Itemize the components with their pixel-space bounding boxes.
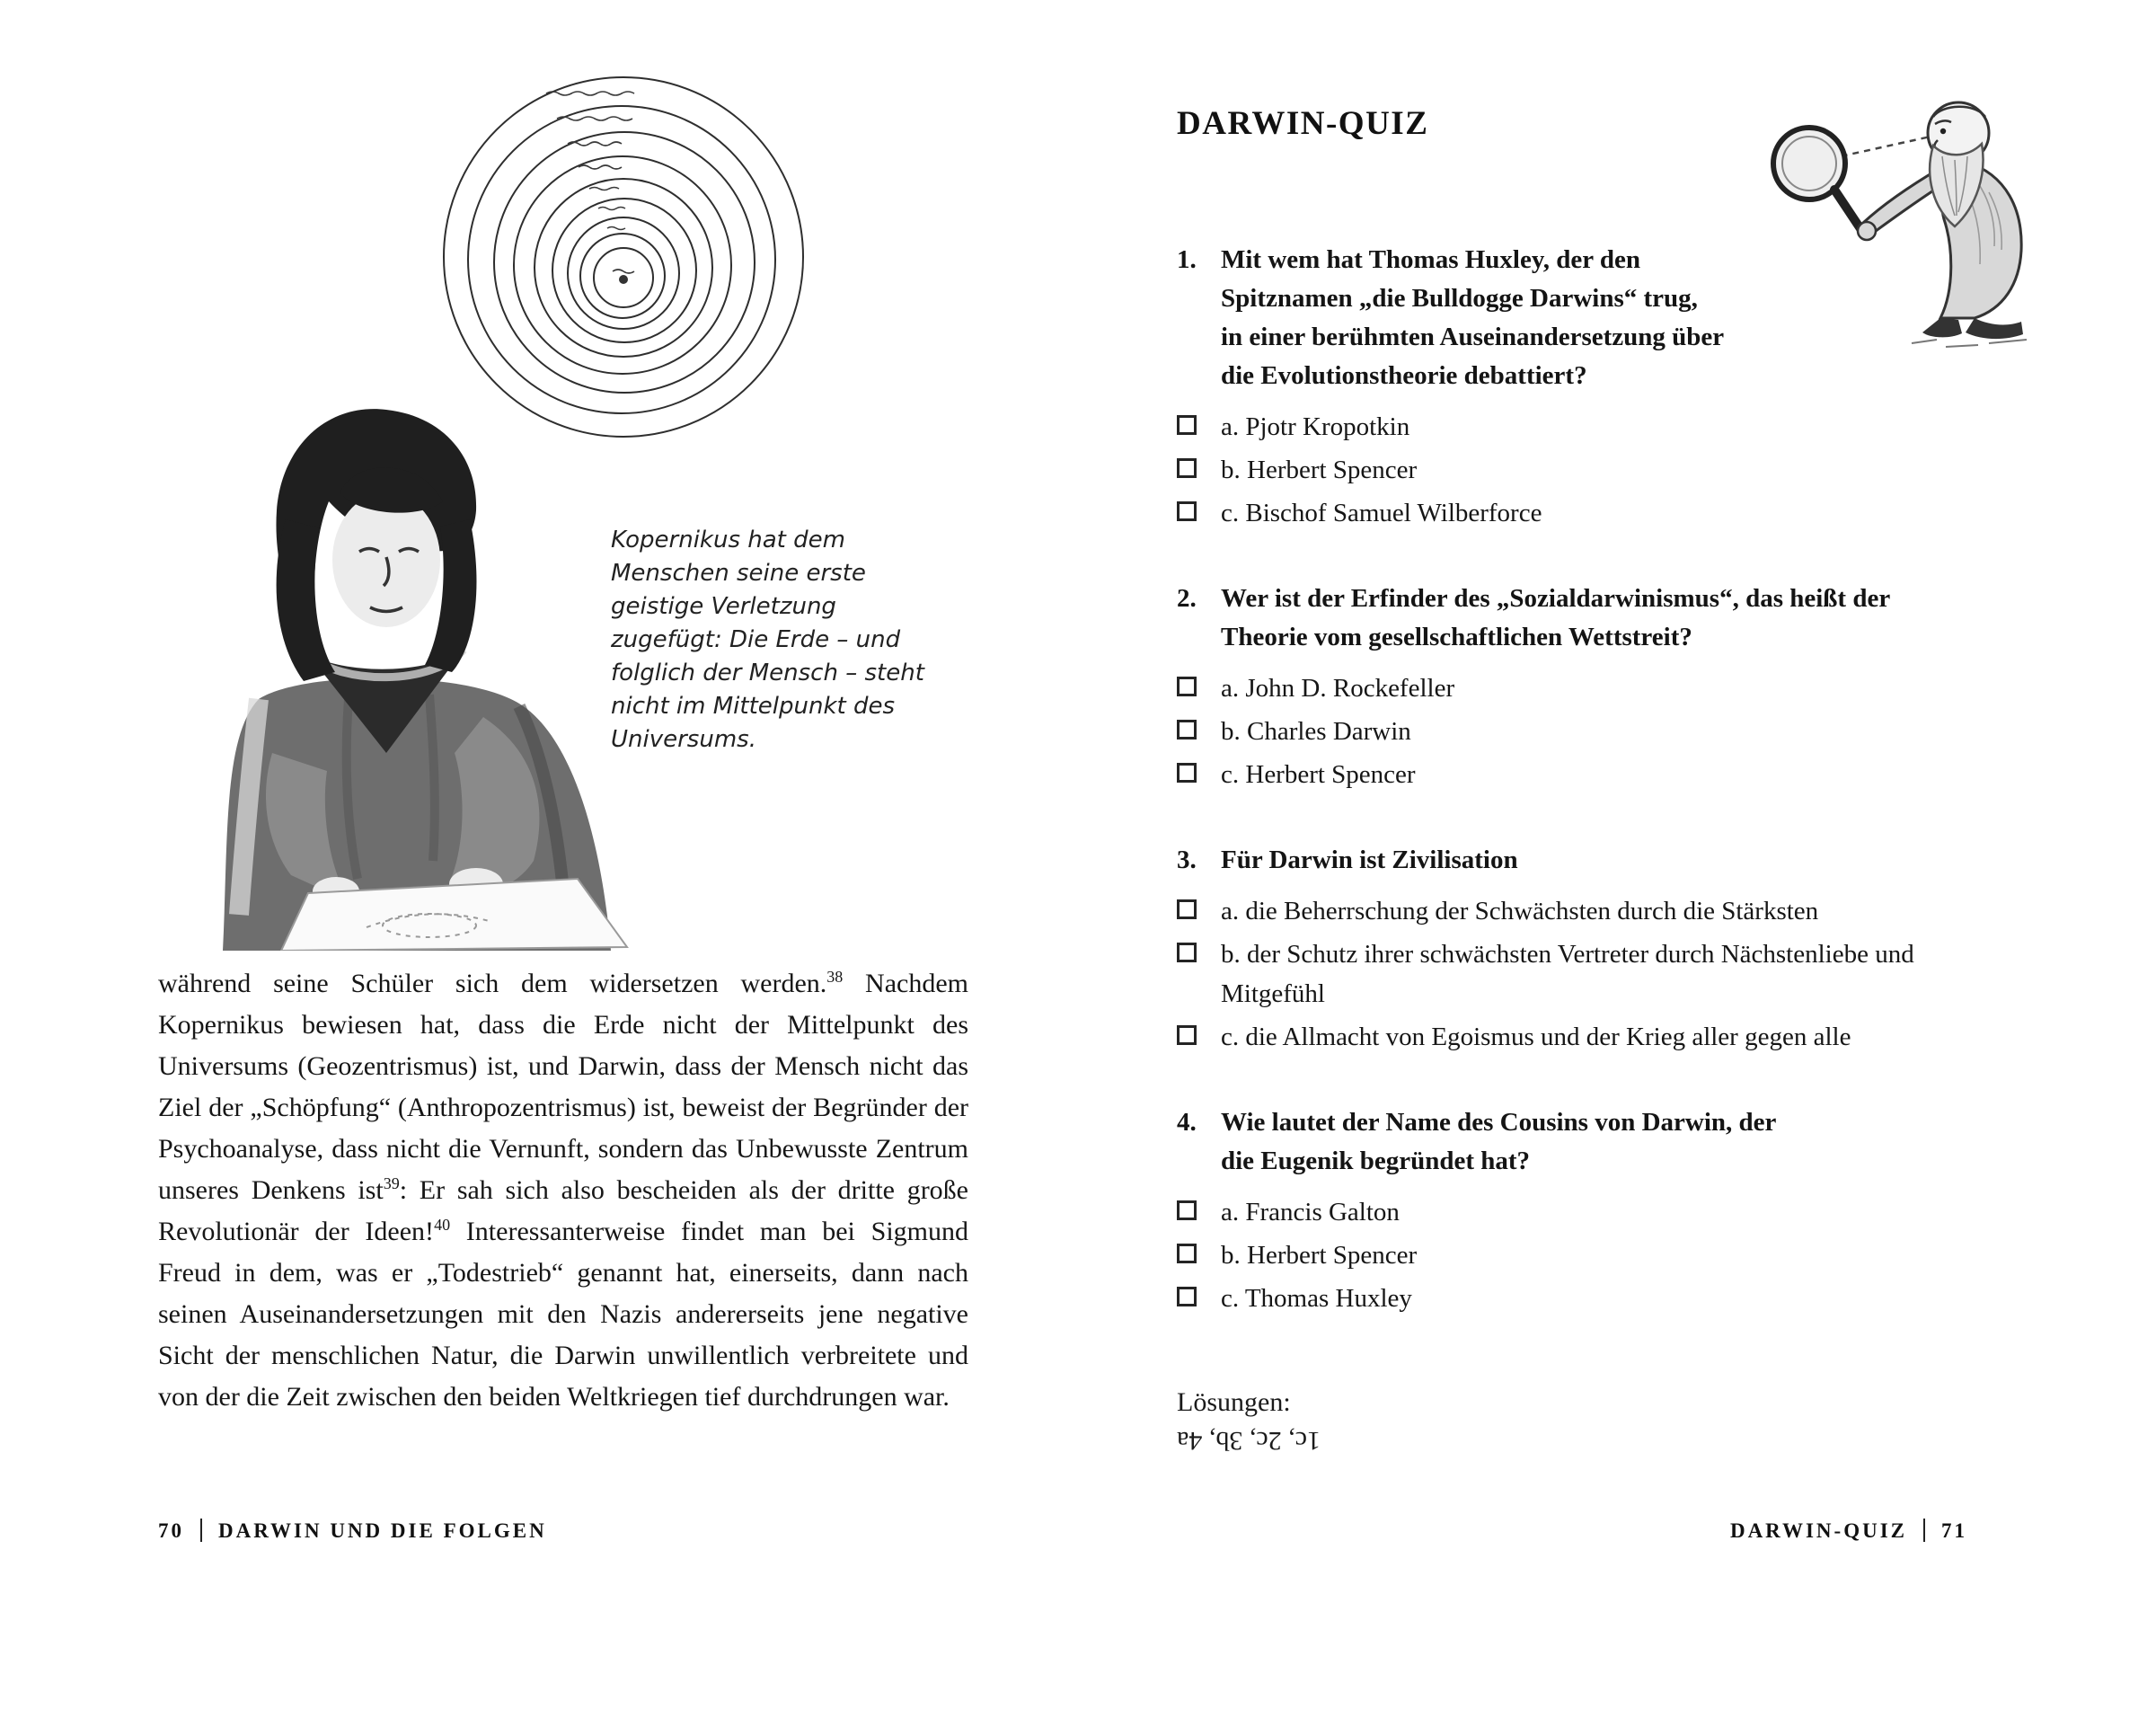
body-text-segment: Nachdem Kopernikus bewiesen hat, dass die Erde nicht der Mittelpunkt des Universums (Geozentrismus) ist, und Darwin, dass der Mensch nicht das Ziel der „Schöpfung“ (Anthropozentrismus) ist, beweist der Begründer der Psychoanalyse, dass nicht die Vernunft, sondern das Unbewusste Zentrum unseres Denkens ist bbox=[158, 969, 968, 1205]
checkbox-icon bbox=[1177, 899, 1197, 919]
option-label: b. Herbert Spencer bbox=[1221, 456, 1418, 484]
option-label: a. John D. Rockefeller bbox=[1221, 674, 1455, 703]
quiz-option bbox=[1177, 407, 1949, 447]
footnote-ref: 40 bbox=[434, 1216, 451, 1234]
quiz-option bbox=[1177, 1017, 1949, 1057]
solutions-answers bbox=[1177, 1425, 1321, 1456]
quiz-option bbox=[1177, 712, 1949, 751]
checkbox-icon bbox=[1177, 943, 1197, 962]
checkbox-icon bbox=[1177, 458, 1197, 478]
option-label: a. Pjotr Kropotkin bbox=[1221, 412, 1410, 441]
quiz-question-2 bbox=[1177, 580, 1949, 794]
options-list bbox=[1177, 1192, 1949, 1318]
checkbox-icon bbox=[1177, 1200, 1197, 1220]
quiz-option bbox=[1177, 493, 1949, 533]
quiz-option bbox=[1177, 891, 1949, 931]
quiz-option bbox=[1177, 669, 1949, 708]
question-heading bbox=[1177, 841, 1949, 880]
option-label: b. der Schutz ihrer schwächsten Vertreter durch Nächstenliebe und Mitgefühl bbox=[1221, 940, 1914, 1008]
body-paragraph bbox=[158, 963, 968, 1418]
option-label: c. Bischof Samuel Wilberforce bbox=[1221, 499, 1542, 527]
question-heading bbox=[1177, 241, 1949, 395]
checkbox-icon bbox=[1177, 763, 1197, 783]
quiz-option bbox=[1177, 755, 1949, 794]
checkbox-icon bbox=[1177, 1287, 1197, 1306]
copernicus-portrait-illustration bbox=[124, 376, 663, 951]
checkbox-icon bbox=[1177, 415, 1197, 435]
options-list bbox=[1177, 669, 1949, 794]
question-text: Mit wem hat Thomas Huxley, der den Spitznamen „die Bulldogge Darwins“ trug, in einer berühmten Auseinandersetzung über die Evolutionstheorie debattiert? bbox=[1221, 245, 1724, 390]
footnote-ref: 39 bbox=[383, 1174, 400, 1192]
option-label: b. Charles Darwin bbox=[1221, 717, 1411, 746]
options-list bbox=[1177, 891, 1949, 1057]
option-label: b. Herbert Spencer bbox=[1221, 1241, 1418, 1270]
footer-divider bbox=[200, 1519, 202, 1542]
solutions-rotated-text: 1c, 2c, 3b, 4a bbox=[1177, 1426, 1321, 1456]
question-number: 2. bbox=[1177, 584, 1197, 613]
quiz-section bbox=[1177, 241, 1949, 1365]
option-label: a. Francis Galton bbox=[1221, 1198, 1400, 1227]
footer-divider bbox=[1923, 1519, 1925, 1542]
footnote-ref: 38 bbox=[826, 968, 844, 986]
question-number: 4. bbox=[1177, 1108, 1197, 1137]
left-page-footer bbox=[158, 1519, 547, 1543]
sun-center-dot bbox=[619, 275, 628, 284]
illustration-caption: Kopernikus hat dem Menschen seine erste geistige Verletzung zugefügt: Die Erde – und folglich der Mensch – steht nicht im Mittelpunkt des Universums. bbox=[611, 527, 924, 753]
option-label: c. Thomas Huxley bbox=[1221, 1284, 1412, 1313]
chapter-title: DARWIN-QUIZ bbox=[1729, 1519, 1907, 1542]
option-label: c. Herbert Spencer bbox=[1221, 760, 1416, 789]
options-list bbox=[1177, 407, 1949, 533]
quiz-option bbox=[1177, 1235, 1949, 1275]
checkbox-icon bbox=[1177, 677, 1197, 696]
page-number: 71 bbox=[1941, 1519, 1967, 1542]
page-number: 70 bbox=[158, 1519, 184, 1542]
question-heading bbox=[1177, 1103, 1949, 1181]
question-text: Wer ist der Erfinder des „Sozialdarwinismus“, das heißt der Theorie vom gesellschaftlichen Wettstreit? bbox=[1221, 584, 1890, 651]
page-title: DARWIN-QUIZ bbox=[1177, 105, 1429, 142]
question-text: Wie lautet der Name des Cousins von Darwin, der die Eugenik begründet hat? bbox=[1221, 1108, 1776, 1175]
quiz-option bbox=[1177, 1192, 1949, 1232]
checkbox-icon bbox=[1177, 1244, 1197, 1263]
quiz-question-4 bbox=[1177, 1103, 1949, 1318]
quiz-question-1 bbox=[1177, 241, 1949, 533]
question-text: Für Darwin ist Zivilisation bbox=[1221, 846, 1518, 874]
solutions-block bbox=[1177, 1384, 1321, 1456]
quiz-option bbox=[1177, 450, 1949, 490]
checkbox-icon bbox=[1177, 1025, 1197, 1045]
question-number: 3. bbox=[1177, 846, 1197, 874]
body-text-segment: Interessanterweise findet man bei Sigmund Freud in dem, was er „Todestrieb“ genannt hat, einerseits, dann nach seinen Auseinandersetzungen mit den Nazis andererseits jene negative Sicht der menschlichen Natur, die Darwin unwillentlich verbreitete und von der die Zeit zwischen den beiden Weltkriegen tief durchdrungen war. bbox=[158, 1217, 968, 1412]
body-text-segment: während seine Schüler sich dem widersetzen werden. bbox=[158, 969, 827, 998]
solutions-label: Lösungen: bbox=[1177, 1387, 1291, 1417]
option-label: a. die Beherrschung der Schwächsten durch die Stärksten bbox=[1221, 897, 1819, 925]
question-heading bbox=[1177, 580, 1949, 657]
quiz-option bbox=[1177, 1279, 1949, 1318]
option-label: c. die Allmacht von Egoismus und der Krieg aller gegen alle bbox=[1221, 1023, 1851, 1051]
quiz-question-3 bbox=[1177, 841, 1949, 1057]
chapter-title: DARWIN UND DIE FOLGEN bbox=[218, 1519, 547, 1542]
checkbox-icon bbox=[1177, 720, 1197, 739]
right-page-footer bbox=[1730, 1519, 1967, 1543]
body-text-segment: : Er sah sich also bescheiden als der dritte große Revolutionär der Ideen! bbox=[158, 1175, 968, 1246]
question-number: 1. bbox=[1177, 245, 1197, 274]
checkbox-icon bbox=[1177, 501, 1197, 521]
quiz-option bbox=[1177, 934, 1949, 1014]
